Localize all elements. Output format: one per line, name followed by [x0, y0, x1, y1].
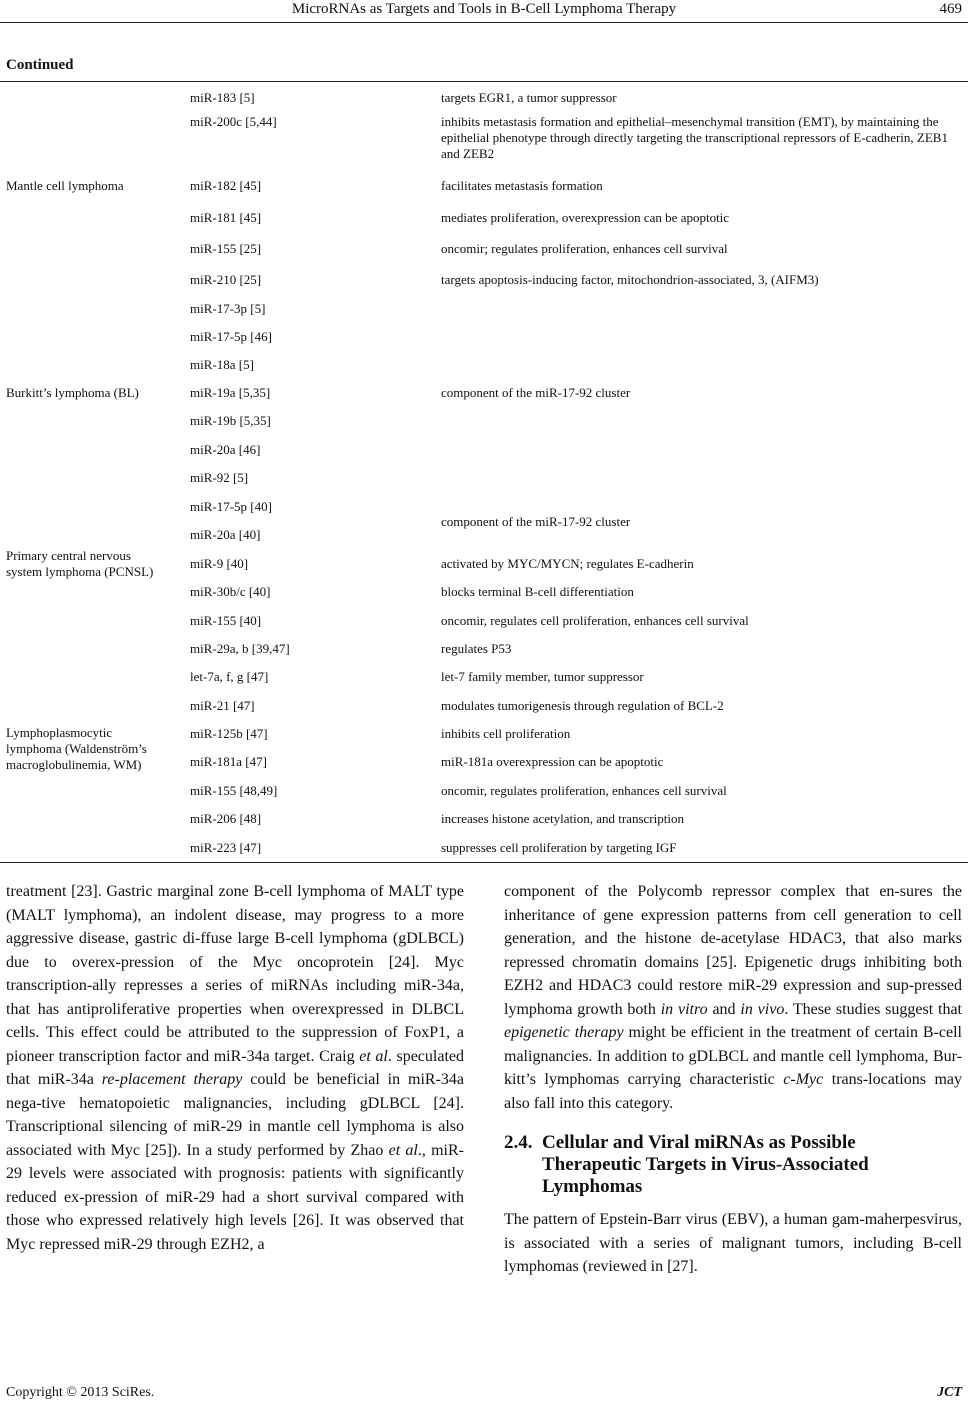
section-heading — [504, 1132, 962, 1198]
table-cell-mirna: miR-20a [46] — [190, 442, 261, 457]
table-cell-description: suppresses cell proliferation by targeting IGF — [441, 840, 677, 855]
table-cell-mirna: miR-155 [40] — [190, 613, 262, 628]
footer-copyright: Copyright © 2013 SciRes. — [6, 1385, 155, 1400]
table-cell-description: regulates P53 — [441, 641, 512, 656]
table-cell-description: inhibits cell proliferation — [441, 726, 571, 741]
footer-journal: JCT — [937, 1385, 962, 1400]
running-title: MicroRNAs as Targets and Tools in B-Cell Lymphoma Therapy — [291, 1, 677, 17]
table-cell-mirna: miR-17-3p [5] — [190, 301, 266, 316]
text-run: trans-locations may also fall into this category. — [504, 1071, 963, 1112]
table-cell-description: component of the miR-17-92 cluster — [441, 514, 631, 529]
table-cell-description: mediates proliferation, overexpression can be apoptotic — [441, 210, 730, 225]
table-top-rule — [0, 81, 968, 82]
table-cell-mirna: miR-155 [48,49] — [190, 783, 278, 798]
table-cell-description: targets apoptosis-inducing factor, mitochondrion-associated, 3, (AIFM3) — [441, 272, 819, 287]
table-cell-mirna: miR-181 [45] — [190, 210, 262, 225]
body-column-left — [6, 880, 464, 1256]
table-cell-description: let-7 family member, tumor suppressor — [441, 669, 644, 684]
table-cell-mirna: miR-125b [47] — [190, 726, 268, 741]
table-cell-mirna: miR-20a [40] — [190, 527, 261, 542]
table-continued-label: Continued — [6, 57, 74, 73]
text-run: might be efficient in the treatment of certain B-cell malignancies. In addition to gDLBCL and mantle cell lymphoma, Bur-kitt’s lymphomas carrying characteristic — [504, 1024, 962, 1088]
table-cell-lymphoma-type: Lymphoplasmocytic lymphoma (Waldenström’s macroglobulinemia, WM) — [6, 725, 147, 772]
paragraph-right-2: The pattern of Epstein-Barr virus (EBV), a human gam-maherpesvirus, is associated with a series of malignant tumors, including B-cell lymphomas (reviewed in [27]. — [504, 1211, 962, 1275]
table-cell-description: oncomir, regulates cell proliferation, enhances cell survival — [441, 613, 749, 628]
table-cell-lymphoma-type: Mantle cell lymphoma — [6, 178, 124, 193]
italic-text: in vivo — [740, 1000, 785, 1018]
table-cell-mirna: miR-223 [47] — [190, 840, 262, 855]
text-run: . speculated that miR-34a — [6, 1047, 464, 1088]
table-cell-lymphoma-type: Primary central nervous system lymphoma (PCNSL) — [6, 548, 154, 579]
paragraph-left — [6, 880, 464, 1256]
section-number: 2.4. — [504, 1132, 533, 1153]
italic-text: c-Myc — [783, 1071, 824, 1088]
text-run: . These studies suggest that — [784, 1000, 963, 1018]
text-run: treatment [23]. Gastric marginal zone B-cell lymphoma of MALT type (MALT lymphoma), an indolent disease, may progress to a more aggressive disease, gastric di-ffuse large B-cell lymphoma (gDLBCL) due to overex-pression of the Myc oncoprotein [24]. Myc transcription-ally represses a series of miRNAs including miR-34a, that has antiproliferative properties when overexpressed in DLBCL cells. This effect could be attributed to the suppression of FoxP1, a pioneer transcription factor and miR-34a target. Craig — [6, 883, 464, 1065]
table-cell-mirna: miR-19a [5,35] — [190, 385, 271, 400]
italic-text: re-placement therapy — [101, 1071, 243, 1088]
italic-text: epigenetic therapy — [504, 1024, 624, 1041]
table-cell-mirna: miR-200c [5,44] — [190, 114, 277, 129]
table-cell-mirna: miR-30b/c [40] — [190, 584, 271, 599]
table-cell-mirna: miR-9 [40] — [190, 556, 249, 571]
table-bottom-rule — [0, 862, 968, 863]
body-column-right — [504, 880, 962, 1279]
table-cell-mirna: miR-210 [25] — [190, 272, 262, 287]
page-number: 469 — [939, 1, 962, 17]
table-cell-description: oncomir; regulates proliferation, enhances cell survival — [441, 241, 728, 256]
table-cell-mirna: miR-183 [5] — [190, 90, 255, 105]
italic-text: in vitro — [660, 1000, 708, 1018]
text-run: ., miR-29 levels were associated with prognosis: patients with significantly reduced ex-pression of miR-29 had a short survival compared with those who expressed relatively high levels [26]. It was observed that Myc repressed miR-29 through EZH2, a — [6, 1141, 464, 1253]
table-cell-description: activated by MYC/MYCN; regulates E-cadherin — [441, 556, 694, 571]
table-cell-mirna: miR-21 [47] — [190, 698, 255, 713]
running-header — [0, 0, 968, 22]
table-cell-mirna: miR-182 [45] — [190, 178, 262, 193]
table-cell-mirna: miR-181a [47] — [190, 754, 267, 769]
text-run: could be beneficial in miR-34a nega-tive hematopoietic malignancies, including gDLBCL [24]. Transcriptional silencing of miR-29 in mantle cell lymphoma is also associated with Myc [25]). In a study performed by Zhao — [6, 1071, 465, 1159]
header-rule — [0, 22, 968, 23]
table-cell-mirna: miR-155 [25] — [190, 241, 262, 256]
table-cell-mirna: miR-29a, b [39,47] — [190, 641, 290, 656]
section-title-line-2: Therapeutic Targets in Virus-Associated — [542, 1154, 869, 1175]
table-cell-mirna: let-7a, f, g [47] — [190, 669, 269, 684]
table-cell-description: targets EGR1, a tumor suppressor — [441, 90, 617, 105]
text-run: and — [707, 1000, 741, 1018]
table-cell-description: modulates tumorigenesis through regulation of BCL-2 — [441, 698, 724, 713]
table-cell-description: blocks terminal B-cell differentiation — [441, 584, 634, 599]
table-cell-mirna: miR-17-5p [40] — [190, 499, 272, 514]
table-cell-description: inhibits metastasis formation and epithelial–mesenchymal transition (EMT), by maintaining the epithelial phenotype through directly targeting the transcriptional repressors of E-cadherin, ZEB1 and ZEB2 — [441, 114, 948, 161]
table-cell-description: increases histone acetylation, and transcription — [441, 811, 684, 826]
table-cell-lymphoma-type: Burkitt’s lymphoma (BL) — [6, 385, 139, 400]
table-cell-description: oncomir, regulates proliferation, enhances cell survival — [441, 783, 727, 798]
table-cell-mirna: miR-206 [48] — [190, 811, 262, 826]
paragraph-right-1 — [504, 880, 962, 1115]
table-cell-mirna: miR-18a [5] — [190, 357, 254, 372]
table-cell-description: component of the miR-17-92 cluster — [441, 385, 631, 400]
table-cell-description: miR-181a overexpression can be apoptotic — [441, 754, 664, 769]
table-cell-description: facilitates metastasis formation — [441, 178, 603, 193]
section-title-line-3: Lymphomas — [542, 1176, 643, 1197]
table-cell-mirna: miR-17-5p [46] — [190, 329, 272, 344]
text-run: component of the Polycomb repressor complex that en-sures the inheritance of gene expression patterns from cell generation to cell generation, and the histone de-acetylase HDAC3, that also marks repressed chromatin domains [25]. Epigenetic drugs inhibiting both EZH2 and HDAC3 could restore miR-29 expression and sup-pressed lymphoma growth both — [504, 883, 962, 1018]
italic-text: et al — [388, 1141, 418, 1159]
table-cell-mirna: miR-19b [5,35] — [190, 413, 271, 428]
section-title-line-1: Cellular and Viral miRNAs as Possible — [542, 1132, 856, 1153]
table-cell-mirna: miR-92 [5] — [190, 470, 249, 485]
italic-text: et al — [359, 1047, 388, 1065]
